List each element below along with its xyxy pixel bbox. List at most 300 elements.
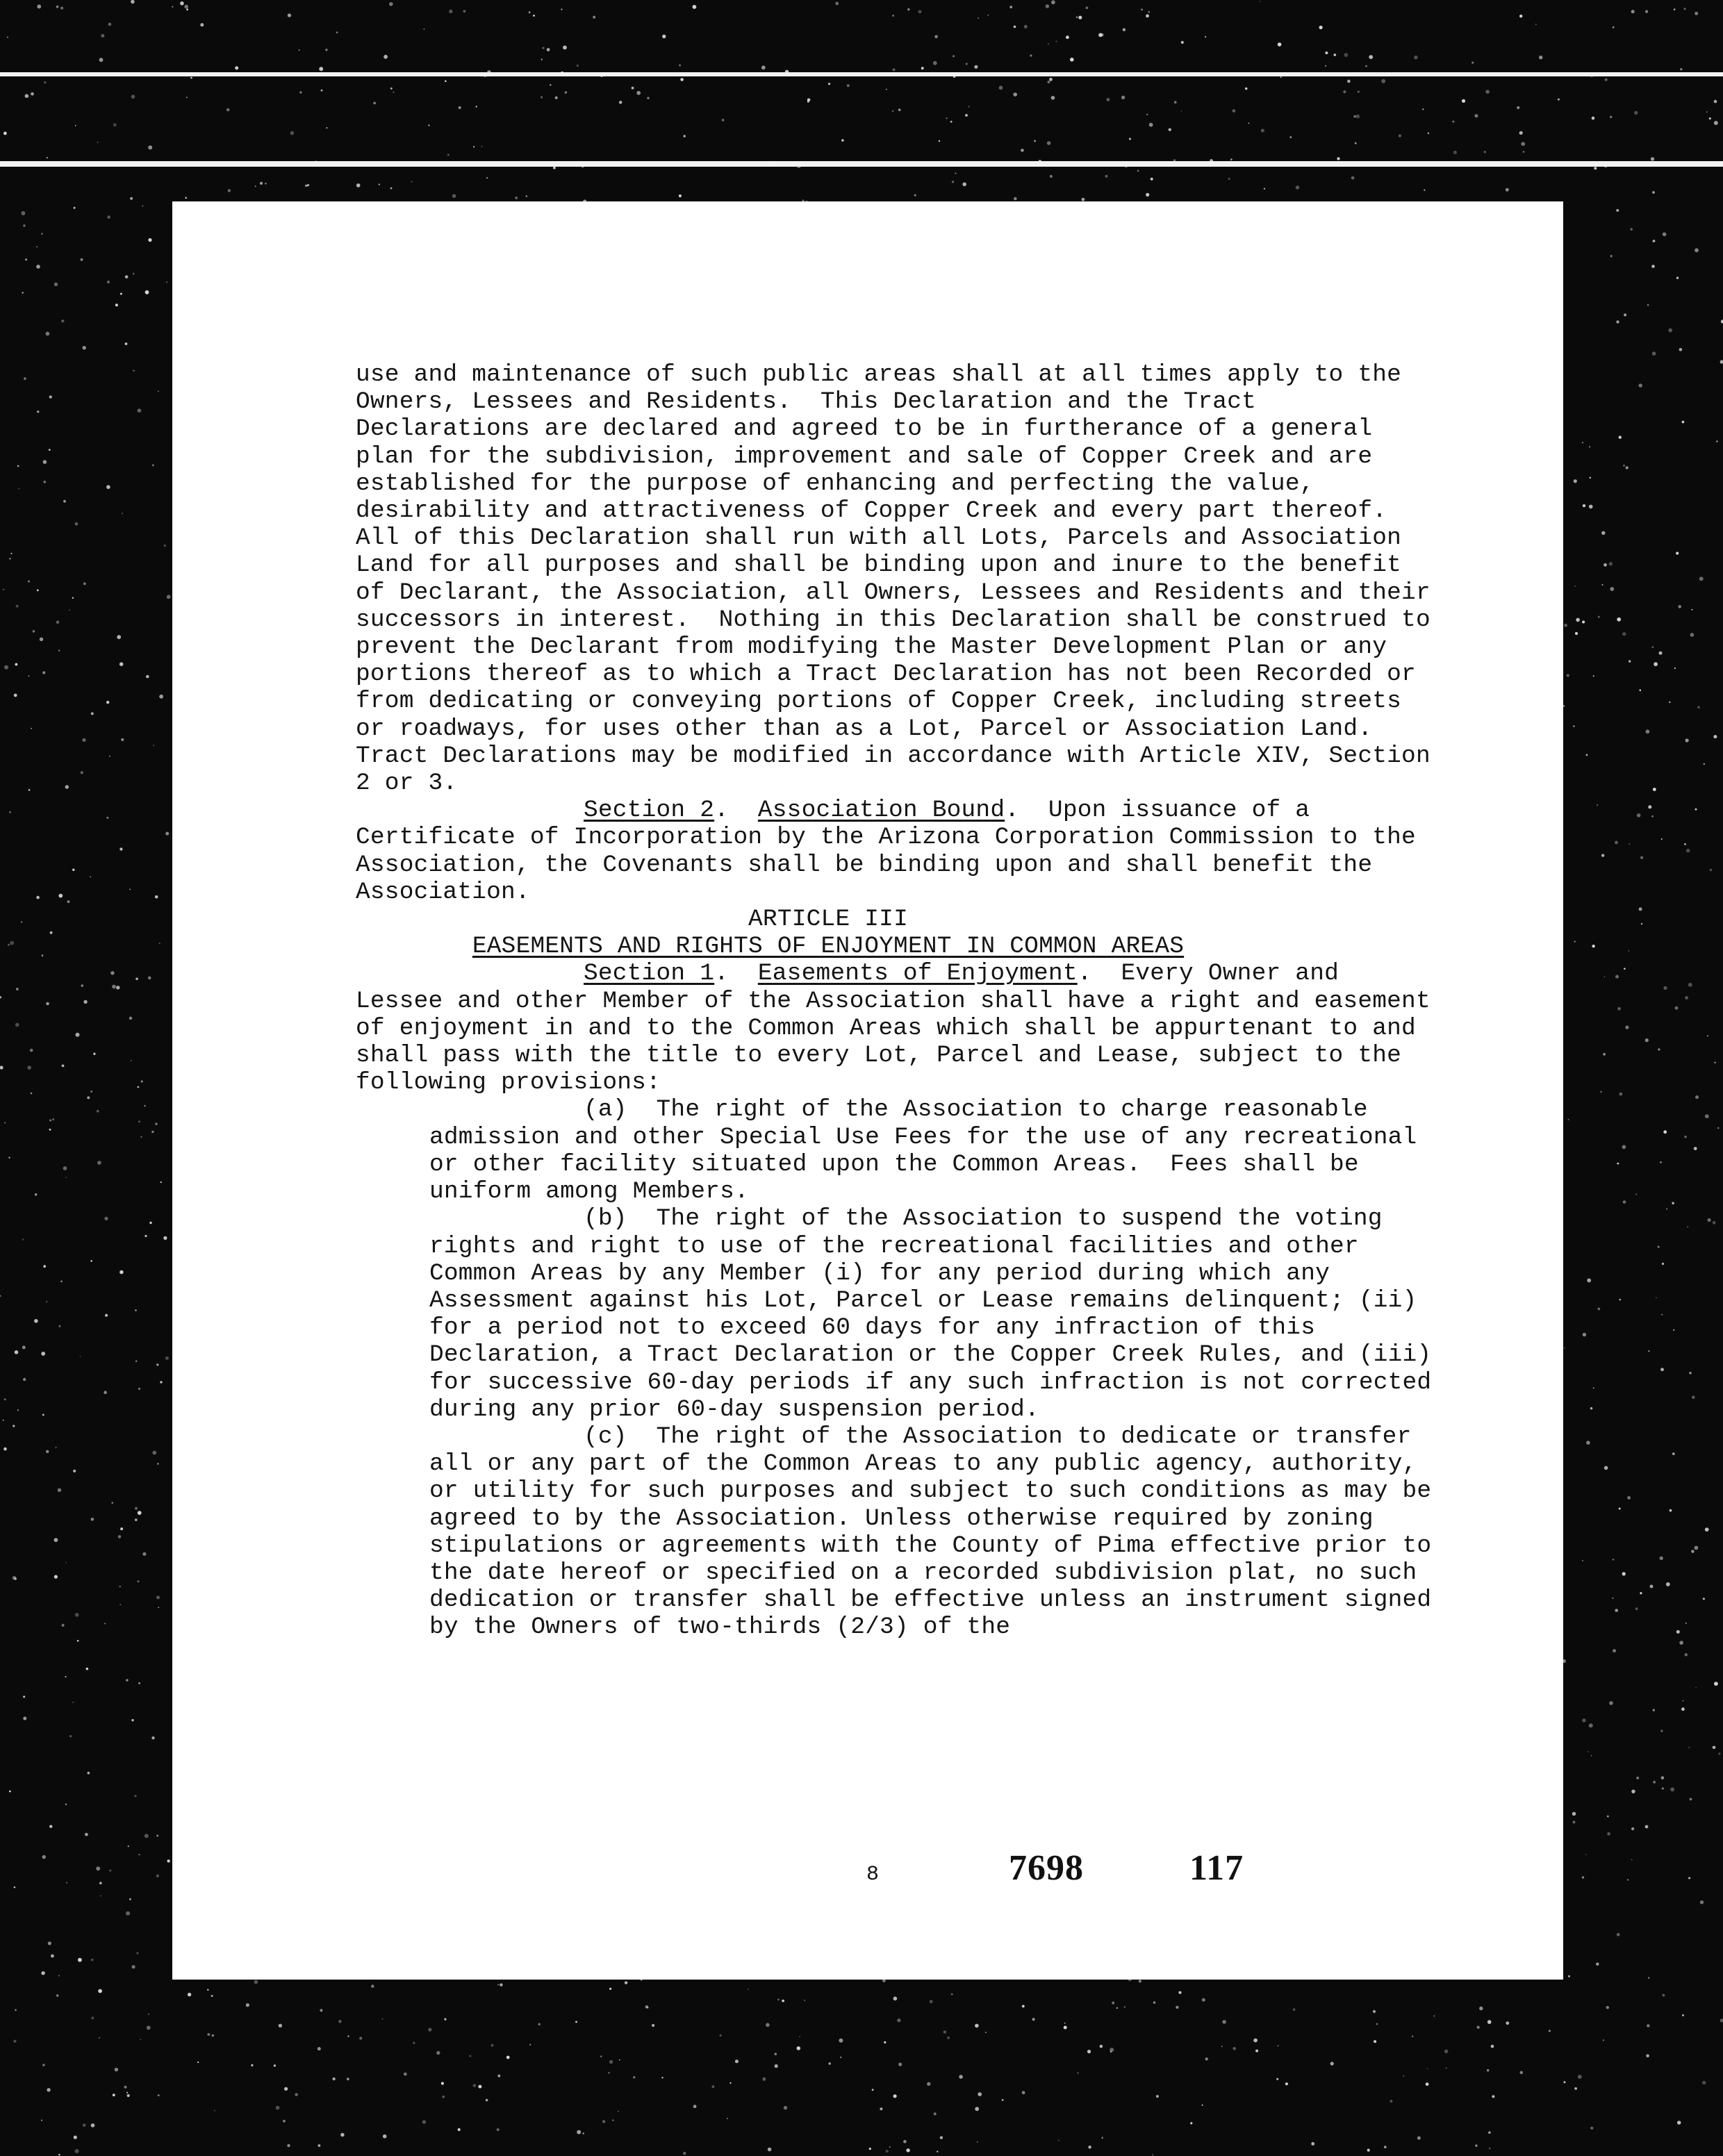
- scan-speck: [1021, 149, 1024, 152]
- scan-speck: [135, 1361, 137, 1362]
- scan-speck: [1047, 81, 1050, 83]
- scan-speck: [1645, 1825, 1649, 1829]
- scan-speck: [679, 65, 681, 67]
- scan-speck: [190, 77, 192, 79]
- scan-speck: [1610, 255, 1613, 258]
- scan-speck: [768, 2148, 772, 2152]
- scan-speck: [197, 2062, 199, 2063]
- article-number: ARTICLE III: [748, 906, 908, 934]
- scan-speck: [473, 146, 475, 147]
- scan-speck: [151, 1131, 154, 1134]
- scan-speck: [99, 58, 104, 62]
- scan-speck: [1686, 849, 1690, 853]
- scan-speck: [158, 2094, 160, 2096]
- scan-speck: [31, 1093, 33, 1095]
- scan-speck: [1519, 131, 1523, 135]
- scan-speck: [347, 2036, 349, 2037]
- scan-speck: [383, 2134, 387, 2139]
- scan-speck: [884, 2041, 886, 2043]
- scan-speck: [1403, 2075, 1404, 2077]
- scan-speck: [1653, 788, 1656, 791]
- scan-speck: [835, 2, 839, 6]
- scan-speck: [119, 1586, 121, 1587]
- scan-speck: [955, 173, 957, 174]
- scan-speck: [497, 1984, 499, 1985]
- scan-speck: [428, 124, 429, 126]
- scan-speck: [1591, 1755, 1592, 1757]
- scan-speck: [156, 1595, 160, 1599]
- scan-speck: [1699, 577, 1704, 581]
- scan-speck: [373, 102, 376, 105]
- scan-speck: [1684, 843, 1686, 845]
- scan-speck: [1630, 228, 1633, 231]
- scan-speck: [1597, 804, 1598, 806]
- scan-speck: [1660, 1730, 1663, 1732]
- scan-speck: [1105, 175, 1107, 178]
- scan-speck: [804, 2000, 805, 2001]
- scan-speck: [761, 65, 766, 69]
- scan-speck: [1663, 1994, 1665, 1997]
- scan-speck: [157, 1463, 158, 1464]
- scan-speck: [11, 553, 13, 554]
- scan-speck: [1677, 2121, 1681, 2125]
- scan-speck: [933, 61, 937, 65]
- scan-speck: [1589, 447, 1590, 448]
- scan-speck: [180, 1, 184, 6]
- scan-speck: [110, 971, 114, 975]
- scan-speck: [49, 1120, 51, 1122]
- scan-speck: [3, 132, 7, 135]
- scan-speck: [1181, 41, 1184, 44]
- scan-speck: [1563, 2081, 1565, 2083]
- scan-speck: [1174, 101, 1177, 103]
- scan-speck: [1129, 138, 1131, 140]
- scan-speck: [145, 1834, 149, 1838]
- scan-speck: [235, 66, 238, 69]
- scan-speck: [130, 197, 133, 200]
- scan-speck: [1205, 36, 1206, 38]
- scan-speck: [777, 1998, 780, 2000]
- scan-edge-line: [0, 72, 1723, 76]
- scan-speck: [10, 941, 14, 945]
- scan-speck: [101, 34, 104, 38]
- scan-speck: [153, 745, 154, 746]
- scan-speck: [1661, 1314, 1663, 1316]
- scan-speck: [872, 2089, 874, 2091]
- scan-speck: [1285, 2082, 1288, 2085]
- scan-speck: [1374, 2040, 1376, 2043]
- scan-speck: [1668, 329, 1672, 333]
- scan-speck: [109, 1870, 111, 1872]
- scan-speck: [1596, 1963, 1599, 1966]
- scan-speck: [109, 756, 110, 757]
- scan-speck: [1024, 25, 1028, 28]
- scan-speck: [13, 1425, 15, 1427]
- scan-speck: [83, 346, 86, 349]
- scan-speck: [104, 1623, 106, 1624]
- scan-speck: [1535, 24, 1537, 25]
- scan-speck: [775, 2053, 777, 2055]
- scan-speck: [119, 662, 124, 666]
- scan-speck: [135, 1518, 138, 1521]
- scan-speck: [1245, 88, 1248, 90]
- scan-speck: [48, 1941, 51, 1945]
- scan-speck: [120, 293, 122, 295]
- scan-speck: [903, 2140, 907, 2143]
- scan-speck: [62, 1624, 65, 1627]
- scan-speck: [47, 1301, 48, 1302]
- scan-speck: [1682, 2014, 1684, 2016]
- scan-speck: [28, 581, 30, 583]
- scan-speck: [1066, 35, 1069, 39]
- scan-speck: [1662, 1787, 1664, 1789]
- scan-speck: [16, 988, 19, 990]
- scan-speck: [1707, 1035, 1708, 1036]
- scan-speck: [1710, 869, 1713, 872]
- scan-speck: [305, 185, 307, 187]
- scan-speck: [279, 2024, 282, 2028]
- scan-speck: [246, 2003, 249, 2007]
- scan-speck: [91, 1959, 94, 1962]
- scan-speck: [228, 189, 231, 192]
- scan-speck: [1574, 479, 1577, 483]
- scan-speck: [1489, 2148, 1490, 2149]
- scan-speck: [985, 2032, 987, 2033]
- scan-speck: [144, 1105, 146, 1107]
- scan-speck: [1276, 2078, 1278, 2080]
- scan-speck: [914, 194, 916, 197]
- scan-speck: [1606, 2006, 1609, 2009]
- scan-speck: [766, 2023, 770, 2028]
- scan-speck: [379, 183, 380, 185]
- scan-speck: [1248, 123, 1250, 124]
- scan-speck: [1077, 2072, 1078, 2073]
- scan-speck: [1358, 91, 1360, 93]
- scan-speck: [46, 332, 50, 336]
- scan-speck: [486, 177, 488, 179]
- scan-speck: [476, 106, 477, 107]
- scan-speck: [1152, 2154, 1153, 2155]
- scan-speck: [799, 2036, 800, 2037]
- scan-speck: [1022, 2091, 1025, 2094]
- scan-speck: [3, 1448, 7, 1451]
- scan-speck: [889, 2146, 891, 2148]
- scan-speck: [1660, 1161, 1662, 1163]
- scan-speck: [338, 2020, 342, 2023]
- provision-a: (a) The right of the Association to charge reasonable admission and other Special Use Fees for the use of any recreational or other facility situated upon the Common Areas. Fees shall be uniform among Members.: [429, 1096, 1432, 1206]
- docket-page: 117: [1189, 1848, 1244, 1888]
- scan-speck: [146, 675, 149, 678]
- scan-speck: [1622, 1572, 1626, 1575]
- scan-speck: [124, 2086, 127, 2089]
- scan-speck: [1014, 197, 1017, 201]
- scan-speck: [1058, 2140, 1060, 2141]
- scan-speck: [65, 1177, 67, 1178]
- scan-speck: [1658, 1048, 1660, 1050]
- scan-speck: [593, 16, 595, 19]
- scan-speck: [1181, 110, 1182, 112]
- scan-speck: [1653, 1781, 1656, 1784]
- scan-speck: [1675, 1006, 1679, 1010]
- scan-speck: [135, 1309, 136, 1311]
- scan-speck: [1680, 68, 1682, 70]
- scan-speck: [1424, 190, 1425, 191]
- scan-speck: [1034, 140, 1036, 142]
- scan-speck: [251, 2064, 253, 2066]
- scan-speck: [1578, 2075, 1582, 2079]
- scan-speck: [3, 589, 4, 590]
- scan-speck: [1615, 975, 1619, 979]
- scan-speck: [1051, 96, 1055, 100]
- scan-speck: [1334, 53, 1337, 56]
- scan-speck: [515, 197, 518, 199]
- scan-speck: [1700, 1900, 1704, 1904]
- scan-speck: [1651, 265, 1655, 268]
- scan-speck: [1230, 158, 1233, 160]
- scan-speck: [952, 181, 954, 183]
- scan-speck: [4, 1398, 6, 1400]
- scan-speck: [1688, 1747, 1690, 1748]
- body-paragraph: use and maintenance of such public areas shall at all times apply to the Owners, Lessees and Residents. This Declaration and the Tract Declarations are declared and agreed to be in furtherance of a general plan for the subdivision, improvement and sale of Copper Creek and are established for the purpose of enhancing and perfecting the value, desirability and attractiveness of Copper Creek and every part thereof. All of this Declaration shall run with all Lots, Parcels and Association Land for all purposes and shall be binding upon and inure to the benefit of Declarant, the Association, all Owners, Lessees and Residents and their successors in interest. Nothing in this Declaration shall be construed to prevent the Declarant from modifying the Master Development Plan or any portions thereof as to which a Tract Declaration has not been Recorded or from dedicating or conveying portions of Copper Creek, including streets or roadways, for uses other than as a Lot, Parcel or Association Land. Tract Declarations may be modified in accordance with Article XIV, Section 2 or 3.: [356, 361, 1445, 797]
- scan-speck: [1626, 466, 1629, 469]
- scan-speck: [1629, 660, 1631, 662]
- scan-speck: [27, 1065, 31, 1070]
- scan-speck: [1617, 1007, 1621, 1011]
- scan-speck: [14, 1886, 16, 1889]
- scan-speck: [1586, 754, 1588, 756]
- scan-speck: [382, 2018, 384, 2020]
- scan-speck: [131, 94, 135, 99]
- scan-speck: [975, 2107, 979, 2111]
- scan-speck: [115, 2068, 118, 2071]
- scan-speck: [9, 811, 11, 813]
- scan-speck: [1627, 1879, 1629, 1880]
- scan-speck: [21, 211, 25, 215]
- scan-speck: [1638, 383, 1642, 388]
- scan-speck: [1616, 209, 1619, 212]
- scan-speck: [152, 464, 154, 466]
- scan-speck: [1682, 1700, 1683, 1702]
- scan-speck: [1692, 1395, 1695, 1399]
- scan-speck: [1679, 1641, 1683, 1645]
- scan-speck: [1670, 1509, 1672, 1512]
- scan-speck: [1645, 1038, 1649, 1042]
- scan-speck: [1654, 662, 1658, 666]
- scan-speck: [307, 184, 309, 186]
- scan-speck: [898, 2063, 902, 2066]
- scan-speck: [189, 1994, 190, 1996]
- scan-speck: [22, 1238, 24, 1240]
- scan-speck: [1670, 1787, 1674, 1791]
- scan-speck: [1506, 188, 1509, 192]
- scan-speck: [748, 1989, 749, 1990]
- scan-speck: [147, 2026, 151, 2030]
- scan-speck: [1709, 117, 1711, 119]
- scan-speck: [541, 59, 543, 60]
- scan-speck: [727, 2118, 728, 2119]
- scan-speck: [129, 889, 131, 890]
- scan-speck: [1613, 1559, 1615, 1561]
- scan-speck: [185, 197, 187, 199]
- scan-speck: [131, 1719, 133, 1721]
- scan-speck: [893, 1997, 898, 2001]
- scan-speck: [58, 1325, 60, 1327]
- scan-speck: [47, 157, 48, 158]
- scan-speck: [8, 1157, 10, 1159]
- scan-speck: [1593, 1387, 1594, 1388]
- scan-speck: [25, 94, 29, 98]
- scan-speck: [978, 2092, 982, 2096]
- scan-speck: [1689, 1372, 1692, 1375]
- scan-speck: [1650, 1585, 1654, 1589]
- scan-speck: [1647, 2024, 1649, 2027]
- scan-speck: [299, 49, 300, 51]
- provision-c: (c) The right of the Association to dedicate or transfer all or any part of the Common Areas to any public agency, authority, or utility for such purposes and subject to such conditions as may be agreed to by the Association. Unless otherwise required by zoning stipulations or agreements with the County of Pima effective prior to the date hereof or specified on a recorded subdivision plat, no such dedication or transfer shall be effective unless an instrument signed by the Owners of two-thirds (2/3) of the: [429, 1423, 1446, 1641]
- scan-speck: [542, 47, 544, 49]
- scan-speck: [968, 106, 969, 107]
- scan-speck: [1452, 121, 1454, 123]
- scan-speck: [1412, 2036, 1413, 2037]
- scan-speck: [136, 1952, 138, 1954]
- scan-speck: [200, 23, 204, 26]
- scan-speck: [1592, 117, 1595, 120]
- scan-speck: [15, 1350, 19, 1354]
- scan-speck: [46, 1002, 49, 1006]
- scan-speck: [41, 2120, 42, 2121]
- scan-speck: [943, 2030, 947, 2034]
- scan-speck: [1659, 652, 1663, 655]
- scan-speck: [565, 91, 567, 93]
- scan-speck: [424, 28, 425, 30]
- scan-speck: [1685, 1623, 1687, 1624]
- scan-speck: [1123, 28, 1126, 32]
- scan-speck: [1645, 10, 1648, 13]
- scan-speck: [609, 2060, 613, 2064]
- scan-speck: [340, 2133, 344, 2137]
- scan-speck: [121, 738, 124, 741]
- scan-speck: [1558, 99, 1560, 101]
- scan-speck: [1681, 1707, 1685, 1711]
- scan-speck: [946, 117, 947, 119]
- scan-speck: [645, 2005, 648, 2008]
- scan-speck: [50, 931, 53, 934]
- scan-speck: [167, 1859, 170, 1862]
- scan-speck: [939, 140, 940, 142]
- scan-speck: [165, 1357, 169, 1360]
- scan-speck: [1615, 841, 1618, 845]
- scan-speck: [1652, 646, 1654, 648]
- scan-speck: [1651, 157, 1654, 160]
- scan-speck: [1082, 198, 1085, 201]
- scan-speck: [1137, 170, 1139, 172]
- scan-speck: [1278, 42, 1282, 47]
- scan-speck: [463, 10, 466, 13]
- scan-speck: [46, 1450, 49, 1453]
- scan-speck: [1610, 587, 1614, 591]
- scan-speck: [156, 1875, 159, 1877]
- scan-speck: [1582, 442, 1583, 443]
- scan-speck: [97, 1161, 101, 1165]
- scan-speck: [1462, 99, 1465, 103]
- scan-speck: [15, 1577, 17, 1579]
- scan-speck: [1625, 1026, 1629, 1029]
- scan-speck: [359, 2037, 362, 2039]
- scan-speck: [1647, 304, 1649, 306]
- scan-speck: [1574, 940, 1576, 942]
- scan-speck: [1146, 15, 1149, 18]
- scan-speck: [1613, 1598, 1614, 1599]
- scan-speck: [318, 2144, 321, 2147]
- scan-speck: [1487, 2020, 1492, 2024]
- scan-speck: [325, 49, 327, 51]
- scan-speck: [86, 1668, 89, 1670]
- scan-speck: [1682, 421, 1685, 424]
- scan-speck: [1688, 983, 1692, 987]
- scan-speck: [1076, 16, 1078, 18]
- scan-speck: [1690, 1798, 1692, 1800]
- scan-speck: [142, 1552, 146, 1556]
- scan-speck: [1609, 562, 1613, 565]
- scan-speck: [1523, 151, 1525, 153]
- scan-speck: [1648, 805, 1651, 808]
- scan-speck: [1660, 1557, 1663, 1560]
- scan-speck: [1705, 1527, 1709, 1532]
- scan-speck: [683, 2152, 686, 2155]
- section-1-title: Easements of Enjoyment: [757, 960, 1078, 988]
- scan-speck: [1590, 477, 1592, 479]
- scan-speck: [1148, 11, 1150, 13]
- scan-speck: [1098, 33, 1103, 38]
- scan-speck: [41, 233, 43, 235]
- scan-speck: [1713, 735, 1717, 738]
- scan-speck: [99, 1882, 102, 1884]
- scan-speck: [1695, 1546, 1699, 1550]
- scan-speck: [533, 15, 535, 17]
- scan-speck: [36, 896, 40, 899]
- scan-speck: [135, 977, 138, 980]
- scan-speck: [693, 2105, 697, 2108]
- scan-speck: [1594, 167, 1597, 169]
- scan-speck: [14, 694, 17, 697]
- scan-speck: [58, 894, 63, 898]
- scan-speck: [159, 943, 160, 944]
- scan-speck: [106, 817, 108, 819]
- scan-speck: [441, 2082, 444, 2084]
- scan-speck: [7, 37, 8, 38]
- scan-speck: [44, 81, 46, 83]
- scan-speck: [66, 1562, 67, 1564]
- scan-speck: [1639, 907, 1642, 911]
- scan-speck: [1422, 108, 1424, 110]
- scan-speck: [35, 1193, 38, 1196]
- scan-speck: [58, 1489, 62, 1493]
- scan-speck: [119, 1270, 124, 1275]
- scan-speck: [87, 1096, 90, 1099]
- scan-speck: [21, 921, 22, 922]
- scan-speck: [319, 67, 323, 71]
- scan-speck: [1506, 2021, 1509, 2025]
- scan-speck: [156, 1834, 158, 1836]
- scan-speck: [112, 985, 116, 989]
- scan-speck: [1116, 2007, 1118, 2009]
- scan-speck: [1652, 351, 1656, 356]
- scan-speck: [31, 728, 32, 729]
- scan-speck: [1228, 178, 1230, 180]
- scan-speck: [478, 2085, 481, 2089]
- scan-speck: [1720, 360, 1723, 363]
- scan-speck: [24, 377, 26, 380]
- scan-speck: [1013, 92, 1017, 97]
